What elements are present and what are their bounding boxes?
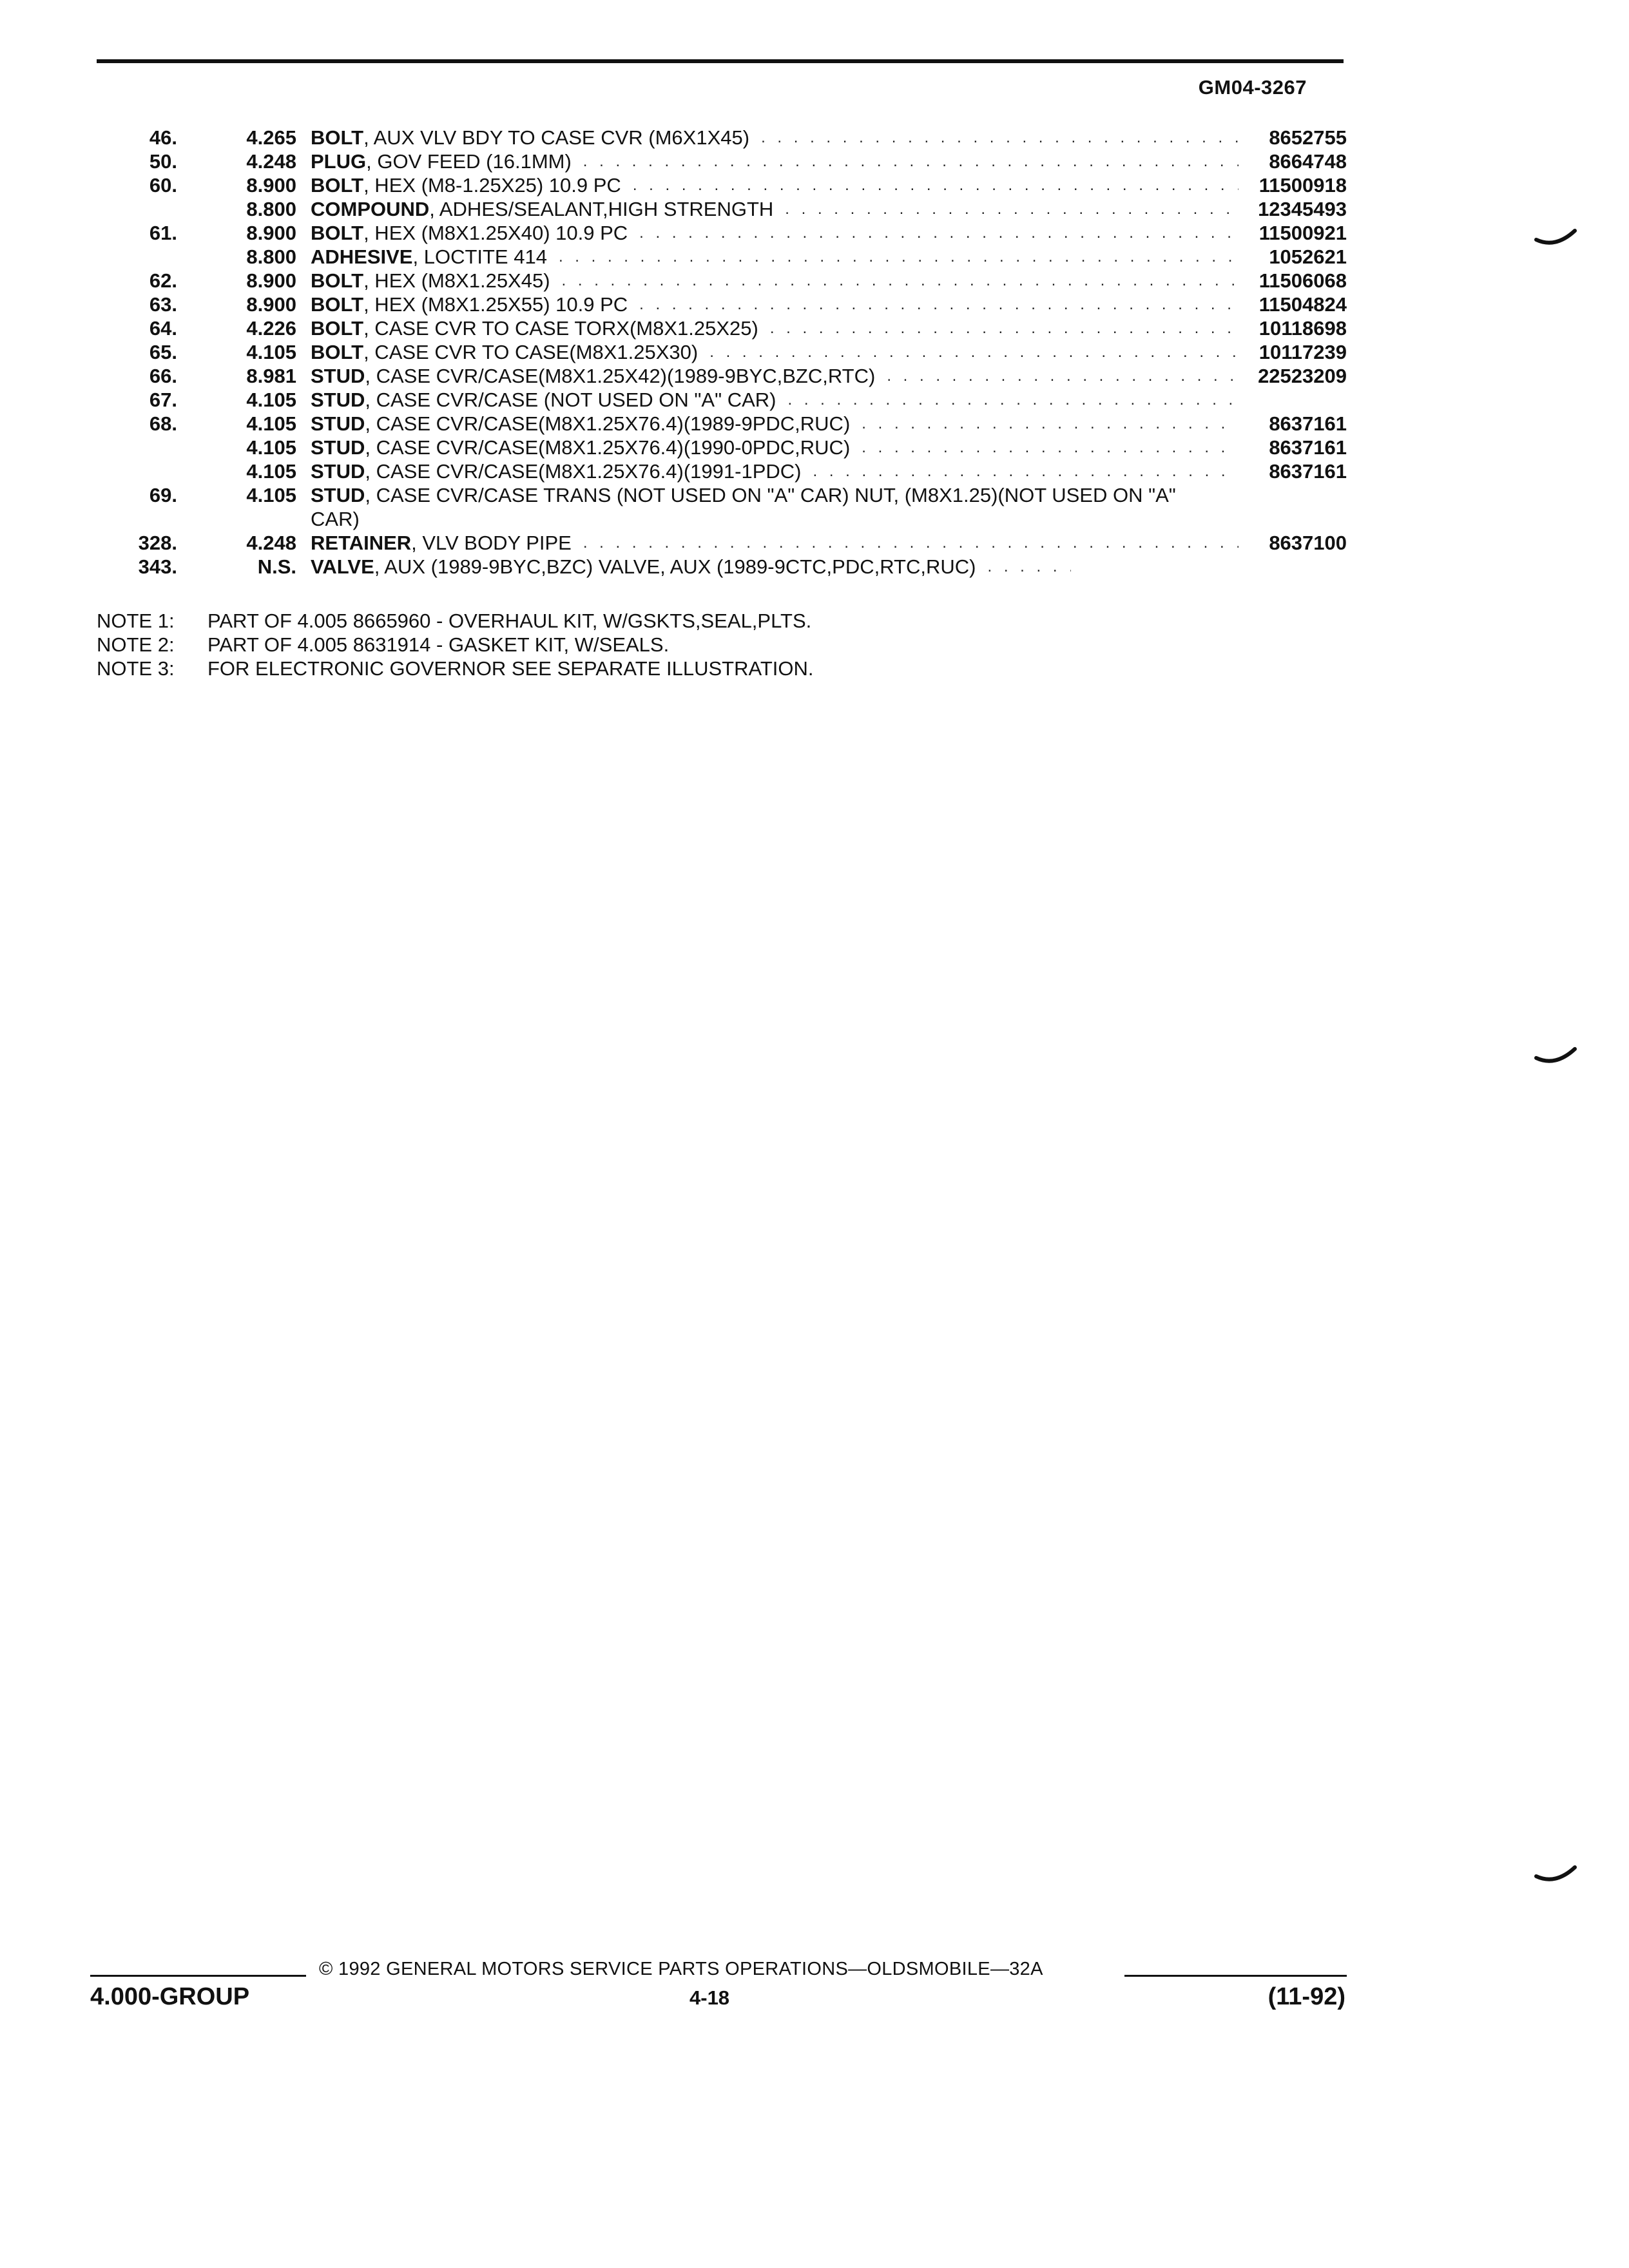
part-description: , CASE CVR TO CASE(M8X1.25X30)	[363, 341, 699, 363]
part-description: , CASE CVR/CASE TRANS (NOT USED ON "A" CAR) NUT, (M8X1.25)(NOT USED ON "A" CAR)	[311, 484, 1176, 530]
part-number: 11504824	[1258, 293, 1347, 316]
ref-number: 65.	[149, 341, 177, 363]
parts-row	[97, 483, 1347, 531]
parts-row	[97, 269, 1347, 293]
group-number: 8.900	[246, 293, 296, 316]
part-description: , GOV FEED (16.1MM)	[366, 150, 572, 173]
part-name: RETAINER	[311, 532, 412, 554]
note-text: FOR ELECTRONIC GOVERNOR SEE SEPARATE ILLUSTRATION.	[207, 657, 814, 680]
group-number: 8.900	[246, 222, 296, 244]
part-description: , AUX VLV BDY TO CASE CVR (M6X1X45)	[363, 126, 750, 149]
part-name: BOLT	[311, 126, 364, 149]
part-description: , HEX (M8X1.25X55) 10.9 PC	[363, 293, 628, 316]
ref-number: 328.	[138, 532, 177, 554]
part-number: 10117239	[1258, 341, 1347, 363]
leader-dots	[770, 316, 1239, 340]
parts-row	[97, 340, 1347, 364]
part-description: , VLV BODY PIPE	[411, 532, 572, 554]
part-description: , ADHES/SEALANT,HIGH STRENGTH	[429, 198, 774, 220]
part-description: , HEX (M8X1.25X40) 10.9 PC	[363, 222, 628, 244]
group-number: 4.226	[246, 317, 296, 340]
group-number: 4.265	[246, 126, 296, 149]
group-number: 4.105	[246, 436, 296, 459]
part-name: COMPOUND	[311, 198, 430, 220]
parts-list	[97, 126, 1347, 579]
ref-number: 67.	[149, 389, 177, 411]
binder-mark-icon	[1534, 1862, 1579, 1888]
part-name: STUD	[311, 412, 365, 435]
copyright-notice: © 1992 GENERAL MOTORS SERVICE PARTS OPERATIONS—OLDSMOBILE—32A	[319, 1959, 1043, 1979]
parts-row	[97, 316, 1347, 340]
note	[97, 609, 814, 633]
part-name: BOLT	[311, 174, 364, 197]
part-description: , CASE CVR/CASE(M8X1.25X76.4)(1990-0PDC,RUC)	[365, 436, 851, 459]
note	[97, 633, 814, 657]
ref-number: 69.	[149, 484, 177, 506]
leader-dots	[785, 197, 1239, 221]
group-number: 8.900	[246, 174, 296, 197]
part-number: 10118698	[1258, 317, 1347, 340]
note-label: NOTE 3:	[97, 657, 175, 680]
group-number: 4.105	[246, 460, 296, 483]
parts-row	[97, 531, 1347, 555]
group-number: N.S.	[257, 555, 296, 578]
part-name: BOLT	[311, 341, 364, 363]
part-description: , LOCTITE 414	[412, 245, 547, 268]
parts-row	[97, 149, 1347, 173]
leader-dots	[562, 269, 1239, 293]
part-name: BOLT	[311, 222, 364, 244]
parts-row	[97, 221, 1347, 245]
ref-number: 46.	[149, 126, 177, 149]
part-name: VALVE	[311, 555, 374, 578]
parts-row	[97, 126, 1347, 149]
ref-number: 50.	[149, 150, 177, 173]
part-number: 8664748	[1269, 150, 1347, 173]
part-name: STUD	[311, 365, 365, 387]
parts-row	[97, 555, 1347, 579]
part-description: , CASE CVR/CASE (NOT USED ON "A" CAR)	[365, 389, 776, 411]
group-number: 8.981	[246, 365, 296, 387]
note-label: NOTE 1:	[97, 610, 175, 632]
note	[97, 657, 814, 680]
footer-rule	[90, 1975, 306, 1977]
group-number: 4.105	[246, 484, 296, 506]
top-rule	[97, 59, 1344, 63]
parts-row	[97, 245, 1347, 269]
ref-number: 66.	[149, 365, 177, 387]
parts-row	[97, 459, 1347, 483]
part-description: , CASE CVR/CASE(M8X1.25X76.4)(1991-1PDC)	[365, 460, 802, 483]
leader-dots	[639, 221, 1239, 245]
ref-number: 63.	[149, 293, 177, 316]
part-name: STUD	[311, 460, 365, 483]
leader-dots	[761, 126, 1239, 149]
ref-number: 64.	[149, 317, 177, 340]
part-number: 22523209	[1258, 365, 1347, 387]
parts-row	[97, 293, 1347, 316]
leader-dots	[583, 149, 1239, 173]
group-number: 8.800	[246, 198, 296, 220]
leader-dots	[559, 245, 1239, 269]
group-number: 4.105	[246, 389, 296, 411]
leader-dots	[787, 388, 1239, 412]
parts-row	[97, 364, 1347, 388]
leader-dots	[862, 412, 1239, 436]
group-number: 4.248	[246, 532, 296, 554]
footer-rule	[1124, 1975, 1347, 1977]
group-number: 8.900	[246, 269, 296, 292]
leader-dots	[639, 293, 1239, 316]
ref-number: 62.	[149, 269, 177, 292]
parts-row	[97, 197, 1347, 221]
part-number: 8637161	[1269, 460, 1347, 483]
group-label: 4.000-GROUP	[90, 1983, 250, 2010]
parts-row	[97, 436, 1347, 459]
revision-date: (11-92)	[1268, 1983, 1345, 2010]
ref-number: 343.	[138, 555, 177, 578]
part-number: 11506068	[1258, 269, 1347, 292]
leader-dots	[633, 173, 1239, 197]
part-description: , HEX (M8X1.25X45)	[363, 269, 550, 292]
notes-section	[97, 609, 814, 680]
leader-dots	[709, 340, 1239, 364]
part-description: , AUX (1989-9BYC,BZC) VALVE, AUX (1989-9CTC,PDC,RTC,RUC)	[374, 555, 976, 578]
ref-number: 61.	[149, 222, 177, 244]
note-text: PART OF 4.005 8631914 - GASKET KIT, W/SEALS.	[207, 633, 670, 656]
part-name: ADHESIVE	[311, 245, 413, 268]
part-name: BOLT	[311, 269, 364, 292]
part-description: , HEX (M8-1.25X25) 10.9 PC	[363, 174, 621, 197]
parts-row	[97, 173, 1347, 197]
binder-mark-icon	[1534, 1044, 1579, 1070]
leader-dots	[887, 364, 1239, 388]
part-number: 11500918	[1258, 174, 1347, 197]
page-number: 4-18	[689, 1986, 730, 2009]
group-number: 4.248	[246, 150, 296, 173]
ref-number: 60.	[149, 174, 177, 197]
part-number: 11500921	[1258, 222, 1347, 244]
part-description: , CASE CVR/CASE(M8X1.25X76.4)(1989-9PDC,RUC)	[365, 412, 851, 435]
part-name: STUD	[311, 436, 365, 459]
part-number: 8637161	[1269, 412, 1347, 435]
leader-dots	[862, 436, 1239, 459]
part-description: , CASE CVR/CASE(M8X1.25X42)(1989-9BYC,BZC,RTC)	[365, 365, 876, 387]
group-number: 4.105	[246, 341, 296, 363]
leader-dots	[813, 459, 1239, 483]
part-number: 8637100	[1269, 532, 1347, 554]
part-number: 8637161	[1269, 436, 1347, 459]
note-text: PART OF 4.005 8665960 - OVERHAUL KIT, W/GSKTS,SEAL,PLTS.	[207, 610, 812, 632]
binder-mark-icon	[1534, 226, 1579, 251]
part-name: PLUG	[311, 150, 367, 173]
leader-dots	[583, 531, 1239, 555]
note-label: NOTE 2:	[97, 633, 175, 656]
part-number: 1052621	[1269, 245, 1347, 268]
part-number: 8652755	[1269, 126, 1347, 149]
document-id: GM04-3267	[1198, 76, 1307, 99]
part-name: BOLT	[311, 293, 364, 316]
part-description: , CASE CVR TO CASE TORX(M8X1.25X25)	[363, 317, 758, 340]
group-number: 4.105	[246, 412, 296, 435]
part-number: 12345493	[1258, 198, 1347, 220]
leader-dots	[987, 555, 1071, 579]
part-name: STUD	[311, 389, 365, 411]
ref-number: 68.	[149, 412, 177, 435]
parts-row	[97, 388, 1347, 412]
part-name: STUD	[311, 484, 365, 506]
parts-row	[97, 412, 1347, 436]
group-number: 8.800	[246, 245, 296, 268]
part-name: BOLT	[311, 317, 364, 340]
